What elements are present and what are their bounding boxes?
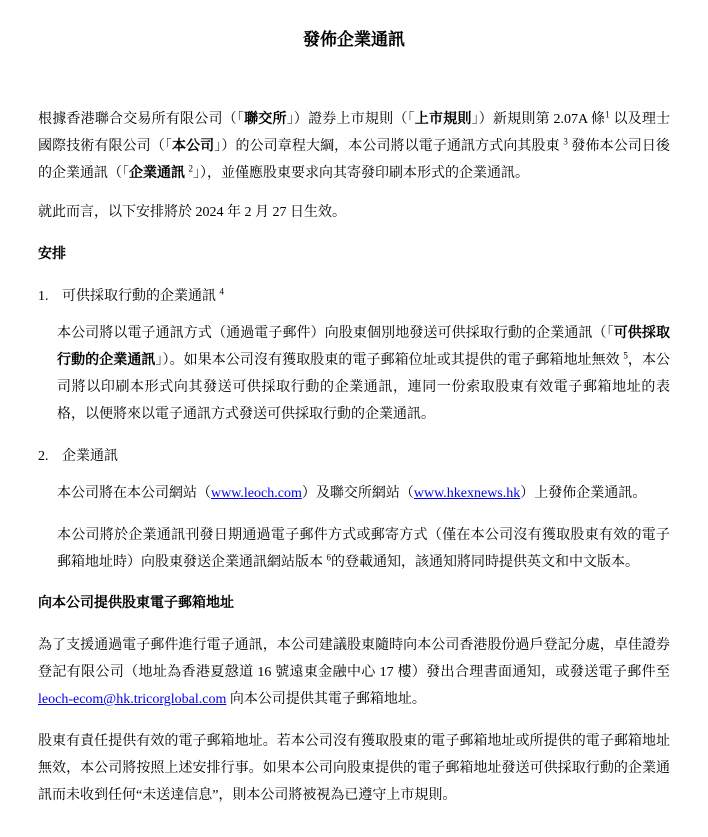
hkex-website-link[interactable]: www.hkexnews.hk	[413, 486, 521, 501]
company-website-link[interactable]: www.leoch.com	[211, 486, 302, 501]
list-item-actionable-communications	[38, 283, 670, 310]
list-item-title: 企業通訊	[62, 449, 118, 464]
registrar-email-link[interactable]: leoch-ecom@hk.tricorglobal.com	[38, 692, 227, 707]
email-section-heading: 向本公司提供股東電子郵箱地址	[38, 596, 234, 611]
actionable-communications-paragraph: 本公司將以電子通訊方式（通過電子郵件）向股東個別地發送可供採取行動的企業通訊（「可供採取行動的企業通訊」）。如果本公司沒有獲取股東的電子郵箱位址或其提供的電子郵箱地址無效 $^5$，本公司將以印刷本形式向其發送可供採取行動的企業通訊，連同一份索取股東有效電子郵箱地址的表格，以便將來以電子通訊方式發送可供採取行動的企業通訊。	[57, 326, 671, 422]
shareholder-responsibility-paragraph: 股東有責任提供有效的電子郵箱地址。若本公司沒有獲取股東的電子郵箱地址或所提供的電子郵箱地址無效，本公司將按照上述安排行事。如果本公司向股東提供的電子郵箱地址發送可供採取行動的企業通訊而未收到任何“未送達信息”，則本公司將被視為已遵守上市規則。	[38, 734, 670, 803]
intro-paragraph: 根據香港聯合交易所有限公司（「聯交所」）證券上市規則（「上市規則」）新規則第 2.07A 條$^1$ 以及理士國際技術有限公司（「本公司」）的公司章程大綱，本公司將以電子通訊方式向其股東 $^3$ 發佈本公司日後的企業通訊（「企業通訊 $^2$」），並僅應股東要求向其寄發印刷本形式的企業通訊。	[38, 109, 671, 181]
list-item-corporate-communications	[38, 443, 670, 470]
document-title: 發佈企業通訊	[303, 30, 405, 49]
effective-date-paragraph: 就此而言，以下安排將於 2024 年 2 月 27 日生效。	[38, 205, 346, 220]
notification-paragraph: 本公司將於企業通訊刊發日期通過電子郵件方式或郵寄方式（僅在本公司沒有獲取股東有效的電子郵箱地址時）向股東發送企業通訊網站版本 $^6$的登載通知，該通知將同時提供英文和中文版本。	[57, 528, 670, 570]
publication-websites-paragraph: 本公司將在本公司網站（www.leoch.com）及聯交所網站（www.hkexnews.hk）上發佈企業通訊。	[57, 486, 647, 501]
list-item-number: 1.	[38, 289, 49, 304]
arrangements-heading: 安排	[38, 247, 66, 262]
list-item-number: 2.	[38, 449, 49, 464]
list-item-title: 可供採取行動的企業通訊 $^4$	[62, 286, 224, 304]
provide-email-paragraph: 為了支援通過電子郵件進行電子通訊，本公司建議股東隨時向本公司香港股份過戶登記分處，卓佳證券登記有限公司（地址為香港夏慤道 16 號遠東金融中心 17 樓）發出合理書面通知，或發送電子郵件至 leoch-ecom@hk.tricorglobal.com 向本公司提供其電子郵箱地址。	[38, 638, 670, 707]
